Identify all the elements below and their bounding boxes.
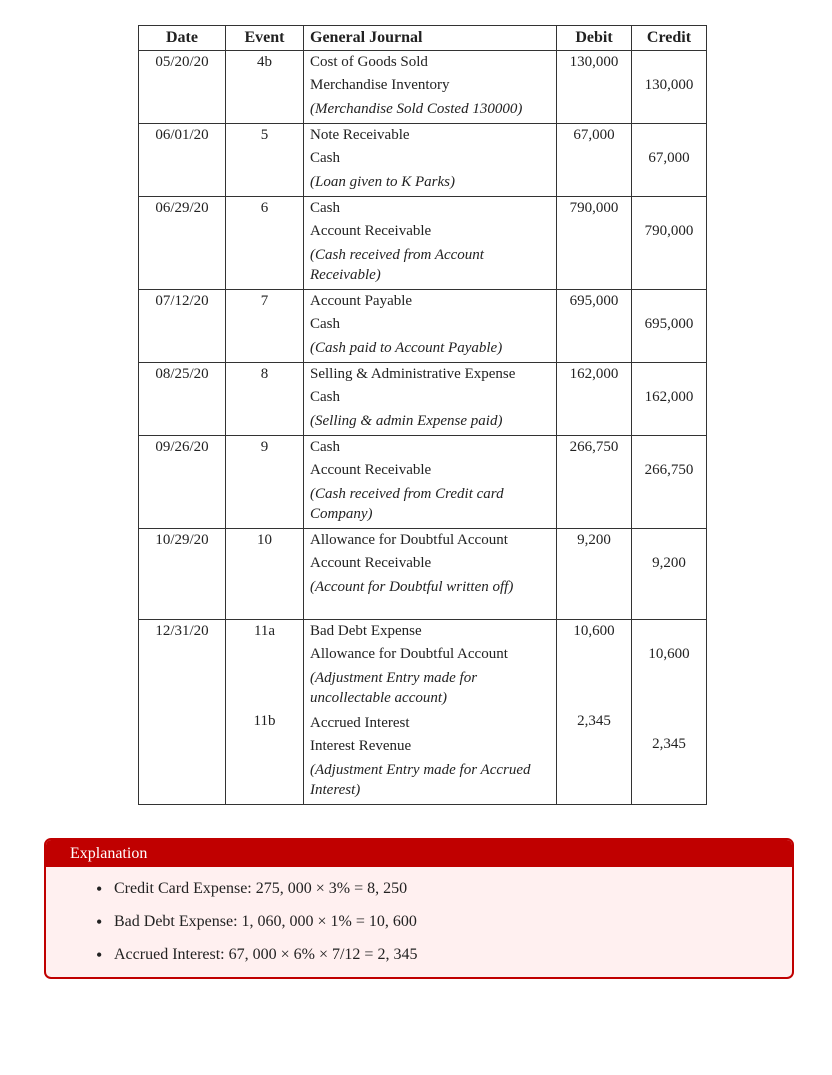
credit-block	[632, 529, 706, 619]
journal-cell	[304, 529, 557, 620]
debit-block	[557, 529, 631, 619]
journal-entry	[304, 436, 556, 528]
debit-cell	[557, 363, 632, 436]
debit-amount: 162,000	[569, 366, 619, 382]
debit-account: Note Receivable	[310, 127, 410, 143]
event-number: 11b	[253, 713, 276, 729]
journal-cell	[304, 436, 557, 529]
entry-date: 07/12/20	[155, 293, 209, 309]
debit-account: Accrued Interest	[310, 715, 410, 731]
debit-block	[557, 436, 631, 526]
debit-amount: 67,000	[573, 127, 615, 143]
header-credit: Credit	[632, 26, 707, 51]
table-row	[139, 51, 707, 124]
debit-account: Allowance for Doubtful Account	[310, 532, 508, 548]
journal-entry	[304, 529, 556, 601]
journal-cell	[304, 290, 557, 363]
spacer	[632, 243, 706, 287]
date-cell	[139, 529, 226, 620]
spacer	[226, 147, 303, 194]
entry-date: 05/20/20	[155, 54, 209, 70]
header-date: Date	[139, 26, 226, 51]
entry-date: 08/25/20	[155, 366, 209, 382]
explanation-title: Explanation	[46, 840, 792, 867]
debit-amount: 10,600	[573, 623, 615, 639]
debit-amount: 266,750	[569, 439, 619, 455]
event-number: 4b	[257, 54, 272, 70]
credit-amount: 695,000	[644, 316, 694, 332]
debit-block	[557, 290, 631, 360]
debit-account: Cash	[310, 439, 340, 455]
event-number: 8	[260, 366, 269, 382]
credit-cell	[632, 620, 707, 805]
journal-cell	[304, 124, 557, 197]
spacer	[226, 733, 303, 800]
entry-date: 09/26/20	[155, 439, 209, 455]
event-number: 9	[260, 439, 269, 455]
spacer	[226, 313, 303, 360]
table-row	[139, 197, 707, 290]
event-number: 7	[260, 293, 269, 309]
credit-amount: 130,000	[644, 77, 694, 93]
entry-explanation: (Account for Doubtful written off)	[310, 579, 514, 595]
table-row	[139, 436, 707, 529]
spacer	[557, 733, 631, 800]
event-cell	[226, 363, 304, 436]
explanation-item	[96, 941, 792, 974]
date-cell	[139, 363, 226, 436]
spacer	[632, 97, 706, 121]
header-debit: Debit	[557, 26, 632, 51]
event-cell	[226, 197, 304, 290]
event-block	[226, 124, 303, 194]
debit-cell	[557, 197, 632, 290]
spacer	[557, 74, 631, 121]
credit-amount: 790,000	[644, 223, 694, 239]
credit-cell	[632, 363, 707, 436]
entry-date: 10/29/20	[155, 532, 209, 548]
journal-cell	[304, 197, 557, 290]
entry-date: 06/01/20	[155, 127, 209, 143]
journal-entry	[304, 124, 556, 196]
debit-block	[557, 51, 631, 121]
explanation-list	[46, 867, 792, 974]
event-number: 6	[260, 200, 269, 216]
journal-cell	[304, 363, 557, 436]
header-general-journal: General Journal	[304, 26, 557, 51]
spacer	[557, 313, 631, 360]
credit-account: Interest Revenue	[310, 738, 412, 754]
spacer	[557, 386, 631, 433]
credit-amount: 9,200	[652, 555, 686, 571]
event-cell	[226, 620, 304, 805]
spacer	[632, 336, 706, 360]
credit-block	[632, 124, 706, 194]
credit-account: Account Receivable	[310, 462, 432, 478]
table-header-row	[139, 26, 707, 51]
journal-entry	[304, 363, 556, 435]
journal-entry	[304, 290, 556, 362]
debit-cell	[557, 436, 632, 529]
date-cell	[139, 290, 226, 363]
debit-cell	[557, 124, 632, 197]
debit-block	[557, 620, 631, 710]
credit-cell	[632, 124, 707, 197]
credit-block	[632, 363, 706, 433]
explanation-item-text: Bad Debt Expense: 1, 060, 000 × 1% = 10, 600	[114, 913, 417, 930]
credit-amount: 10,600	[648, 646, 690, 662]
debit-account: Cost of Goods Sold	[310, 54, 428, 70]
debit-amount: 790,000	[569, 200, 619, 216]
journal-entry	[304, 620, 556, 712]
debit-amount: 130,000	[569, 54, 619, 70]
credit-block	[632, 51, 706, 121]
entry-explanation: (Adjustment Entry made for Accrued Interest)	[310, 762, 531, 798]
credit-cell	[632, 197, 707, 290]
debit-account: Account Payable	[310, 293, 413, 309]
general-journal-table	[138, 25, 707, 805]
credit-block	[632, 197, 706, 287]
entry-explanation: (Loan given to K Parks)	[310, 174, 455, 190]
explanation-box	[44, 838, 794, 979]
debit-account: Bad Debt Expense	[310, 623, 422, 639]
debit-cell	[557, 529, 632, 620]
entry-date: 06/29/20	[155, 200, 209, 216]
table-row	[139, 290, 707, 363]
credit-account: Account Receivable	[310, 555, 432, 571]
entry-explanation: (Selling & admin Expense paid)	[310, 413, 503, 429]
credit-account: Merchandise Inventory	[310, 77, 450, 93]
date-cell	[139, 197, 226, 290]
table-row	[139, 620, 707, 805]
explanation-item-text: Accrued Interest: 67, 000 × 6% × 7/12 = 2, 345	[114, 946, 418, 963]
credit-amount: 266,750	[644, 462, 694, 478]
debit-amount: 695,000	[569, 293, 619, 309]
journal-entry	[304, 712, 556, 804]
debit-block	[557, 710, 631, 800]
credit-account: Cash	[310, 150, 340, 166]
spacer	[226, 459, 303, 526]
explanation-item-text: Credit Card Expense: 275, 000 × 3% = 8, 250	[114, 880, 408, 897]
journal-entry	[304, 197, 556, 289]
credit-amount: 162,000	[644, 389, 694, 405]
debit-block	[557, 124, 631, 194]
credit-block	[632, 290, 706, 360]
event-number: 11a	[253, 623, 276, 639]
credit-account: Account Receivable	[310, 223, 432, 239]
debit-block	[557, 197, 631, 287]
date-cell	[139, 436, 226, 529]
event-number: 10	[257, 532, 272, 548]
spacer	[632, 482, 706, 526]
debit-cell	[557, 51, 632, 124]
credit-account: Cash	[310, 389, 340, 405]
credit-block	[632, 710, 706, 800]
spacer	[632, 575, 706, 619]
debit-block	[557, 363, 631, 433]
date-cell	[139, 620, 226, 805]
spacer	[557, 220, 631, 287]
credit-cell	[632, 529, 707, 620]
event-cell	[226, 436, 304, 529]
event-block	[226, 51, 303, 121]
entry-explanation: (Merchandise Sold Costed 130000)	[310, 101, 523, 117]
credit-cell	[632, 51, 707, 124]
debit-account: Selling & Administrative Expense	[310, 366, 516, 382]
explanation-item	[96, 875, 792, 908]
table-row	[139, 124, 707, 197]
spacer	[632, 756, 706, 800]
journal-body	[139, 51, 707, 805]
credit-account: Allowance for Doubtful Account	[310, 646, 508, 662]
table-row	[139, 529, 707, 620]
event-cell	[226, 529, 304, 620]
credit-amount: 2,345	[652, 736, 686, 752]
event-block	[226, 290, 303, 360]
event-block	[226, 363, 303, 433]
credit-block	[632, 620, 706, 710]
debit-amount: 2,345	[577, 713, 611, 729]
event-block	[226, 197, 303, 287]
spacer	[226, 74, 303, 121]
event-number: 5	[260, 127, 269, 143]
event-block	[226, 529, 303, 619]
spacer	[557, 147, 631, 194]
spacer	[226, 552, 303, 619]
spacer	[226, 643, 303, 710]
credit-amount: 67,000	[648, 150, 690, 166]
debit-cell	[557, 620, 632, 805]
table-row	[139, 363, 707, 436]
credit-cell	[632, 436, 707, 529]
header-event: Event	[226, 26, 304, 51]
spacer	[226, 220, 303, 287]
spacer	[226, 386, 303, 433]
journal-cell	[304, 51, 557, 124]
date-cell	[139, 124, 226, 197]
spacer	[557, 643, 631, 710]
entry-explanation: (Cash paid to Account Payable)	[310, 340, 503, 356]
entry-explanation: (Cash received from Credit card Company)	[310, 486, 504, 522]
spacer	[557, 552, 631, 619]
explanation-item	[96, 908, 792, 941]
credit-cell	[632, 290, 707, 363]
credit-block	[632, 436, 706, 526]
credit-account: Cash	[310, 316, 340, 332]
debit-account: Cash	[310, 200, 340, 216]
entry-explanation: (Cash received from Account Receivable)	[310, 247, 484, 283]
spacer	[557, 459, 631, 526]
journal-entry	[304, 51, 556, 123]
journal-cell	[304, 620, 557, 805]
debit-amount: 9,200	[577, 532, 611, 548]
event-cell	[226, 124, 304, 197]
debit-cell	[557, 290, 632, 363]
event-cell	[226, 290, 304, 363]
date-cell	[139, 51, 226, 124]
spacer	[632, 409, 706, 433]
spacer	[632, 666, 706, 710]
event-block	[226, 710, 303, 800]
event-block	[226, 436, 303, 526]
event-cell	[226, 51, 304, 124]
entry-date: 12/31/20	[155, 623, 209, 639]
entry-explanation: (Adjustment Entry made for uncollectable account)	[310, 670, 478, 706]
event-block	[226, 620, 303, 710]
spacer	[632, 170, 706, 194]
